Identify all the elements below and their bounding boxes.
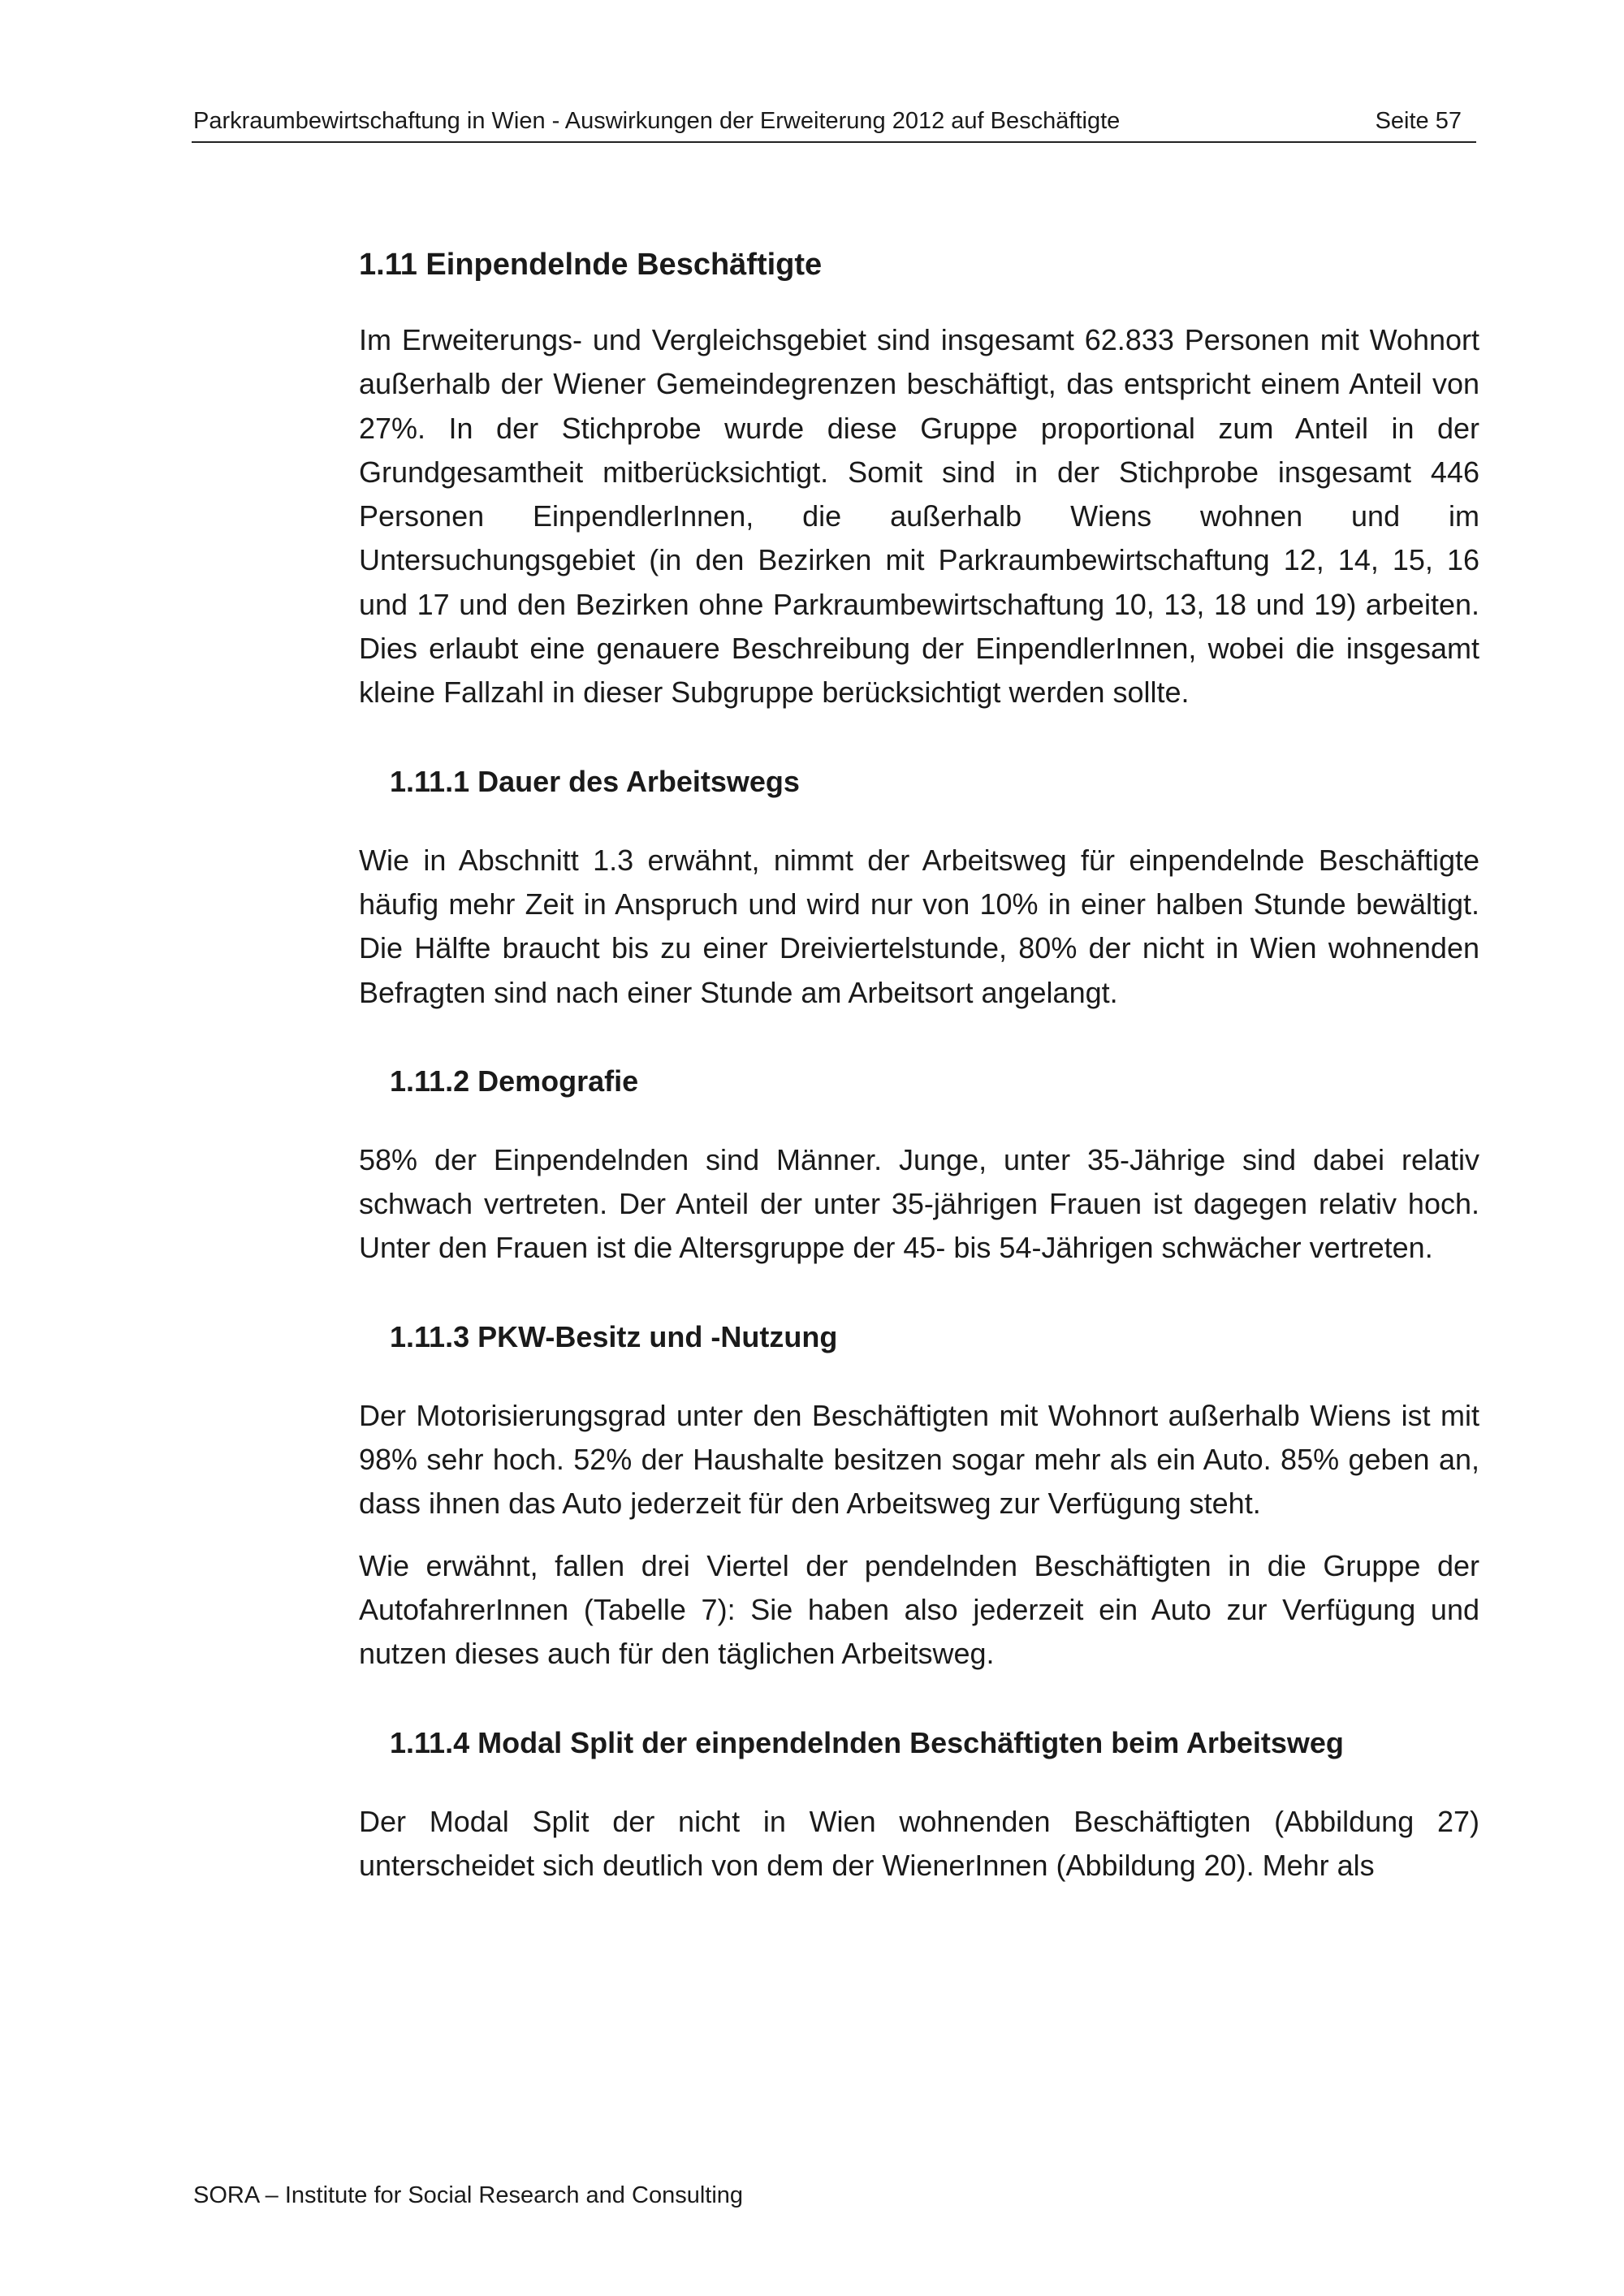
paragraph-modal-split: Der Modal Split der nicht in Wien wohnenden Beschäftigten (Abbildung 27) unterscheidet sich deutlich von dem der WienerInnen (Abbildung 20). Mehr als <box>359 1804 1479 1882</box>
subsection-title-dauer: 1.11.1 Dauer des Arbeitswegs <box>390 764 800 798</box>
paragraph-pkw-1: Der Motorisierungsgrad unter den Beschäftigten mit Wohnort außerhalb Wiens ist mit 98% sehr hoch. 52% der Haushalte besitzen sogar mehr als ein Auto. 85% geben an, dass ihnen das Auto jederzeit für den Arbeitsweg zur Verfügung steht. <box>359 1398 1479 1521</box>
subsection-title-pkw: 1.11.3 PKW-Besitz und -Nutzung <box>390 1319 838 1353</box>
paragraph-demografie: 58% der Einpendelnden sind Männer. Junge, unter 35-Jährige sind dabei relativ schwach vertreten. Der Anteil der unter 35-jährigen Frauen ist dagegen relativ hoch. Unter den Frauen ist die Altersgruppe der 45- bis 54-Jährigen schwächer vertreten. <box>359 1142 1479 1265</box>
header-page-number: Seite 57 <box>1375 108 1462 134</box>
subsection-title-modal-split: 1.11.4 Modal Split der einpendelnden Beschäftigten beim Arbeitsweg <box>390 1725 1344 1759</box>
subsection-title-demografie: 1.11.2 Demografie <box>390 1064 639 1098</box>
section-intro-paragraph: Im Erweiterungs- und Vergleichsgebiet sind insgesamt 62.833 Personen mit Wohnort außerhalb der Wiener Gemeindegrenzen beschäftigt, das entspricht einem Anteil von 27%. In der Stichprobe wurde diese Gruppe proportional zum Anteil in der Grundgesamtheit mitberücksichtigt. Somit sind in der Stichprobe insgesamt 446 Personen EinpendlerInnen, die außerhalb Wiens wohnen und im Untersuchungsgebiet (in den Bezirken mit Parkraumbewirtschaftung 12, 14, 15, 16 und 17 und den Bezirken ohne Parkraumbewirtschaftung 10, 13, 18 und 19) arbeiten. Dies erlaubt eine genauere Beschreibung der EinpendlerInnen, wobei die insgesamt kleine Fallzahl in dieser Subgruppe berücksichtigt werden sollte. <box>359 323 1479 710</box>
header-title: Parkraumbewirtschaftung in Wien - Auswirkungen der Erweiterung 2012 auf Beschäftigte <box>193 108 1121 134</box>
paragraph-pkw-2: Wie erwähnt, fallen drei Viertel der pendelnden Beschäftigten in die Gruppe der AutofahrerInnen (Tabelle 7): Sie haben also jederzeit ein Auto zur Verfügung und nutzen dieses auch für den täglichen Arbeitsweg. <box>359 1548 1479 1671</box>
page-header <box>192 101 1476 143</box>
page-footer: SORA – Institute for Social Research and Consulting <box>193 2182 744 2208</box>
main-content <box>359 227 1479 1888</box>
section-title: 1.11 Einpendelnde Beschäftigte <box>359 248 823 282</box>
paragraph-dauer: Wie in Abschnitt 1.3 erwähnt, nimmt der Arbeitsweg für einpendelnde Beschäftigte häufig mehr Zeit in Anspruch und wird nur von 10% in einer halben Stunde bewältigt. Die Hälfte braucht bis zu einer Dreiviertelstunde, 80% der nicht in Wien wohnenden Befragten sind nach einer Stunde am Arbeitsort angelangt. <box>359 843 1479 1009</box>
